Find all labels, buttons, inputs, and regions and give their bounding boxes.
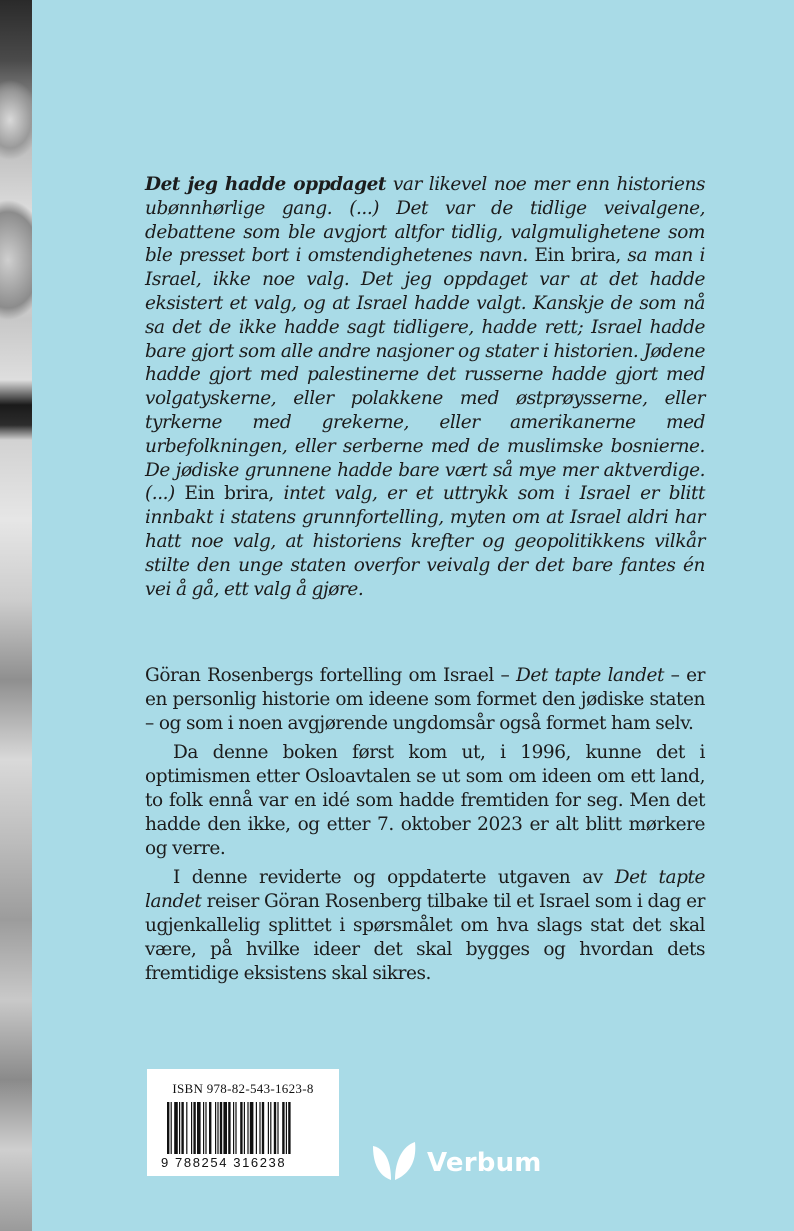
publisher-name: Verbum <box>427 1147 542 1178</box>
blurb-p1-start: Göran Rosenbergs fortelling om Israel – <box>145 665 516 686</box>
quote-text-2: sa man i Israel, ikke noe valg. Det jeg oppdaget var at det hadde eksistert et valg, og at Israel hadde valgt. Kanskje de som nå sa det de ikke hadde sagt tidligere, hadde rett; Israel hadde bare gjort som alle andre nasjoner og stater i historien. Jødene hadde gjort med palestinerne det russerne hadde gjort med volgatyskerne, eller polakkene med østprøysserne, eller tyrkerne med grekerne, eller amerikanerne med urbefolkningen, eller serberne med de muslimske bosnierne. De jødiske grunnene hadde bare vært så mye mer aktverdige. (...) <box>145 245 705 505</box>
publisher-logo <box>369 1140 549 1185</box>
quote-text-3: intet valg, er et uttrykk som i Israel er blitt innbakt i statens grunnfortelling, myten om at Israel aldri har hatt noe valg, at historiens krefter og geopolitikkens vilkår stilte den unge staten overfor veivalg der det bare fantes én vei å gå, ett valg å gjøre. <box>145 483 705 600</box>
blurb-paragraph-3 <box>145 866 705 987</box>
cover-photo-strip <box>0 0 32 1231</box>
quote-lead: Det jeg hadde oppdaget <box>145 174 386 195</box>
isbn-number: ISBN 978-82-543-1623-8 <box>172 1081 314 1096</box>
blurb-paragraph-1 <box>145 664 705 737</box>
quote-term-1: Ein brira, <box>527 245 621 267</box>
barcode-digits: 9 788254 316238 <box>161 1155 287 1170</box>
leaf-logo-icon <box>369 1140 419 1185</box>
blurb-p1-end: – er en personlig historie om ideene som formet den jødiske staten – og som i noen avgjørende ungdomsår også formet ham selv. <box>145 665 705 735</box>
back-cover-quote <box>145 173 705 601</box>
book-title-ref-1: Det tapte landet <box>515 665 664 686</box>
isbn-barcode <box>147 1069 339 1176</box>
book-title-ref-2: Det tapte landet <box>145 866 705 912</box>
back-cover-blurb <box>145 664 705 987</box>
blurb-p3-start: I denne reviderte og oppdaterte utgaven av <box>173 866 615 888</box>
blurb-paragraph-2: Da denne boken først kom ut, i 1996, kunne det i optimismen etter Osloavtalen se ut som om ideen om ett land, to folk ennå var en idé som hadde fremtiden for seg. Men det hadde den ikke, og etter 7. oktober 2023 er alt blitt mørkere og verre. <box>145 741 705 860</box>
quote-term-2: Ein brira, <box>174 483 274 505</box>
quote-text-1: var likevel noe mer enn historiens ubønnhørlige gang. (...) Det var de tidlige veivalgene, debattene som ble avgjort altfor tidlig, valgmulighetene som ble presset bort i omstendighetenes navn. <box>145 174 705 267</box>
barcode-bars <box>167 1102 327 1154</box>
blurb-p3-end: reiser Göran Rosenberg tilbake til et Israel som i dag er ugjenkallelig splittet i spørsmålet om hva slags stat det skal være, på hvilke ideer det skal bygges og hvordan dets fremtidige eksistens skal sikres. <box>145 890 705 985</box>
